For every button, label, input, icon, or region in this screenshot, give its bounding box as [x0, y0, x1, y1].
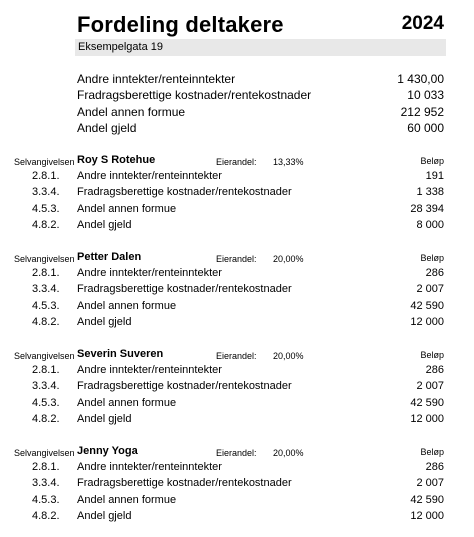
row-code: 2.8.1.	[32, 364, 60, 376]
totals-row	[0, 105, 474, 121]
row-label: Andre inntekter/renteinntekter	[77, 267, 222, 279]
totals-label: Andre inntekter/renteinntekter	[77, 72, 236, 86]
participant-row	[0, 413, 474, 429]
row-code: 4.5.3.	[32, 299, 60, 312]
document-year: 2024	[401, 13, 444, 34]
participant-section	[0, 444, 474, 526]
row-label: Fradragsberettige kostnader/rentekostnader	[77, 477, 292, 490]
participant-section	[0, 347, 474, 429]
row-code: 2.8.1.	[32, 170, 60, 182]
row-value: 12 000	[410, 509, 444, 522]
participant-row	[0, 397, 474, 413]
totals-block	[0, 72, 474, 137]
participant-header	[0, 444, 474, 461]
row-value: 42 590	[410, 493, 444, 506]
selvangivelsen-label: Selvangivelsen	[14, 448, 75, 458]
row-code: 4.5.3.	[32, 396, 60, 409]
participant-row	[0, 170, 474, 186]
participant-name: Roy S Rotehue	[77, 154, 156, 166]
participant-row	[0, 283, 474, 299]
eierandel-value: 20,00%	[273, 254, 304, 264]
eierandel-label: Eierandel:	[216, 448, 257, 458]
row-code: 2.8.1.	[32, 461, 60, 473]
totals-label: Fradragsberettige kostnader/rentekostnader	[77, 88, 312, 103]
row-value: 2 007	[416, 477, 444, 490]
participant-row	[0, 380, 474, 396]
row-value: 286	[425, 267, 444, 279]
row-code: 3.3.4.	[32, 380, 60, 393]
totals-row	[0, 88, 474, 104]
selvangivelsen-label: Selvangivelsen	[14, 157, 75, 167]
row-label: Andel annen formue	[77, 202, 177, 215]
row-label: Fradragsberettige kostnader/rentekostnader	[77, 186, 292, 199]
belop-label: Beløp	[420, 253, 444, 263]
participant-row	[0, 510, 474, 526]
row-label: Andel annen formue	[77, 299, 177, 312]
row-value: 1 338	[416, 186, 444, 199]
totals-value: 60 000	[407, 120, 444, 135]
row-code: 3.3.4.	[32, 186, 60, 199]
eierandel-value: 20,00%	[273, 448, 304, 458]
row-value: 28 394	[410, 202, 444, 215]
row-value: 2 007	[416, 380, 444, 393]
row-value: 2 007	[416, 283, 444, 296]
participant-row	[0, 186, 474, 202]
row-code: 4.5.3.	[32, 493, 60, 506]
participant-row	[0, 316, 474, 332]
belop-label: Beløp	[420, 156, 444, 166]
eierandel-label: Eierandel:	[216, 157, 257, 167]
row-label: Fradragsberettige kostnader/rentekostnader	[77, 380, 292, 393]
address-text: Eksempelgata 19	[78, 41, 163, 53]
participant-header	[0, 250, 474, 267]
participant-row	[0, 267, 474, 283]
row-label: Andre inntekter/renteinntekter	[77, 364, 222, 376]
participant-row	[0, 300, 474, 316]
selvangivelsen-label: Selvangivelsen	[14, 254, 75, 264]
participant-row	[0, 364, 474, 380]
row-value: 8 000	[416, 218, 444, 231]
row-label: Andre inntekter/renteinntekter	[77, 461, 222, 473]
participant-section	[0, 250, 474, 332]
eierandel-label: Eierandel:	[216, 351, 257, 361]
row-value: 12 000	[410, 412, 444, 425]
totals-label: Andel annen formue	[77, 104, 186, 119]
participant-header	[0, 347, 474, 364]
row-value: 42 590	[410, 396, 444, 409]
row-value: 12 000	[410, 315, 444, 328]
address-bar	[75, 39, 446, 56]
totals-label: Andel gjeld	[77, 120, 137, 135]
document-title: Fordeling deltakere	[77, 12, 284, 37]
row-label: Andel annen formue	[77, 396, 177, 409]
row-label: Andel gjeld	[77, 315, 132, 328]
row-label: Andel gjeld	[77, 218, 132, 231]
row-label: Andel gjeld	[77, 412, 132, 425]
row-value: 286	[425, 461, 444, 473]
belop-label: Beløp	[420, 350, 444, 360]
row-value: 42 590	[410, 299, 444, 312]
row-code: 3.3.4.	[32, 477, 60, 490]
row-code: 4.8.2.	[32, 315, 60, 328]
row-code: 3.3.4.	[32, 283, 60, 296]
participant-name: Petter Dalen	[77, 251, 142, 263]
participant-row	[0, 494, 474, 510]
row-code: 4.5.3.	[32, 202, 60, 215]
totals-row	[0, 72, 474, 88]
participant-row	[0, 203, 474, 219]
participant-row	[0, 461, 474, 477]
row-value: 191	[425, 170, 444, 182]
row-code: 4.8.2.	[32, 412, 60, 425]
totals-value: 10 033	[407, 88, 444, 103]
totals-row	[0, 121, 474, 137]
row-label: Andel annen formue	[77, 493, 177, 506]
participant-header	[0, 153, 474, 170]
participant-name: Jenny Yoga	[77, 445, 138, 457]
row-code: 2.8.1.	[32, 267, 60, 279]
row-label: Fradragsberettige kostnader/rentekostnader	[77, 283, 292, 296]
eierandel-value: 20,00%	[273, 351, 304, 361]
selvangivelsen-label: Selvangivelsen	[14, 351, 75, 361]
eierandel-value: 13,33%	[273, 157, 304, 167]
row-value: 286	[425, 364, 444, 376]
participant-row	[0, 219, 474, 235]
row-code: 4.8.2.	[32, 509, 60, 522]
totals-value: 1 430,00	[397, 72, 444, 86]
participant-row	[0, 477, 474, 493]
row-code: 4.8.2.	[32, 218, 60, 231]
totals-value: 212 952	[400, 104, 444, 119]
eierandel-label: Eierandel:	[216, 254, 257, 264]
row-label: Andre inntekter/renteinntekter	[77, 170, 222, 182]
participant-name: Severin Suveren	[77, 348, 164, 360]
row-label: Andel gjeld	[77, 509, 132, 522]
participant-section	[0, 153, 474, 235]
belop-label: Beløp	[420, 447, 444, 457]
